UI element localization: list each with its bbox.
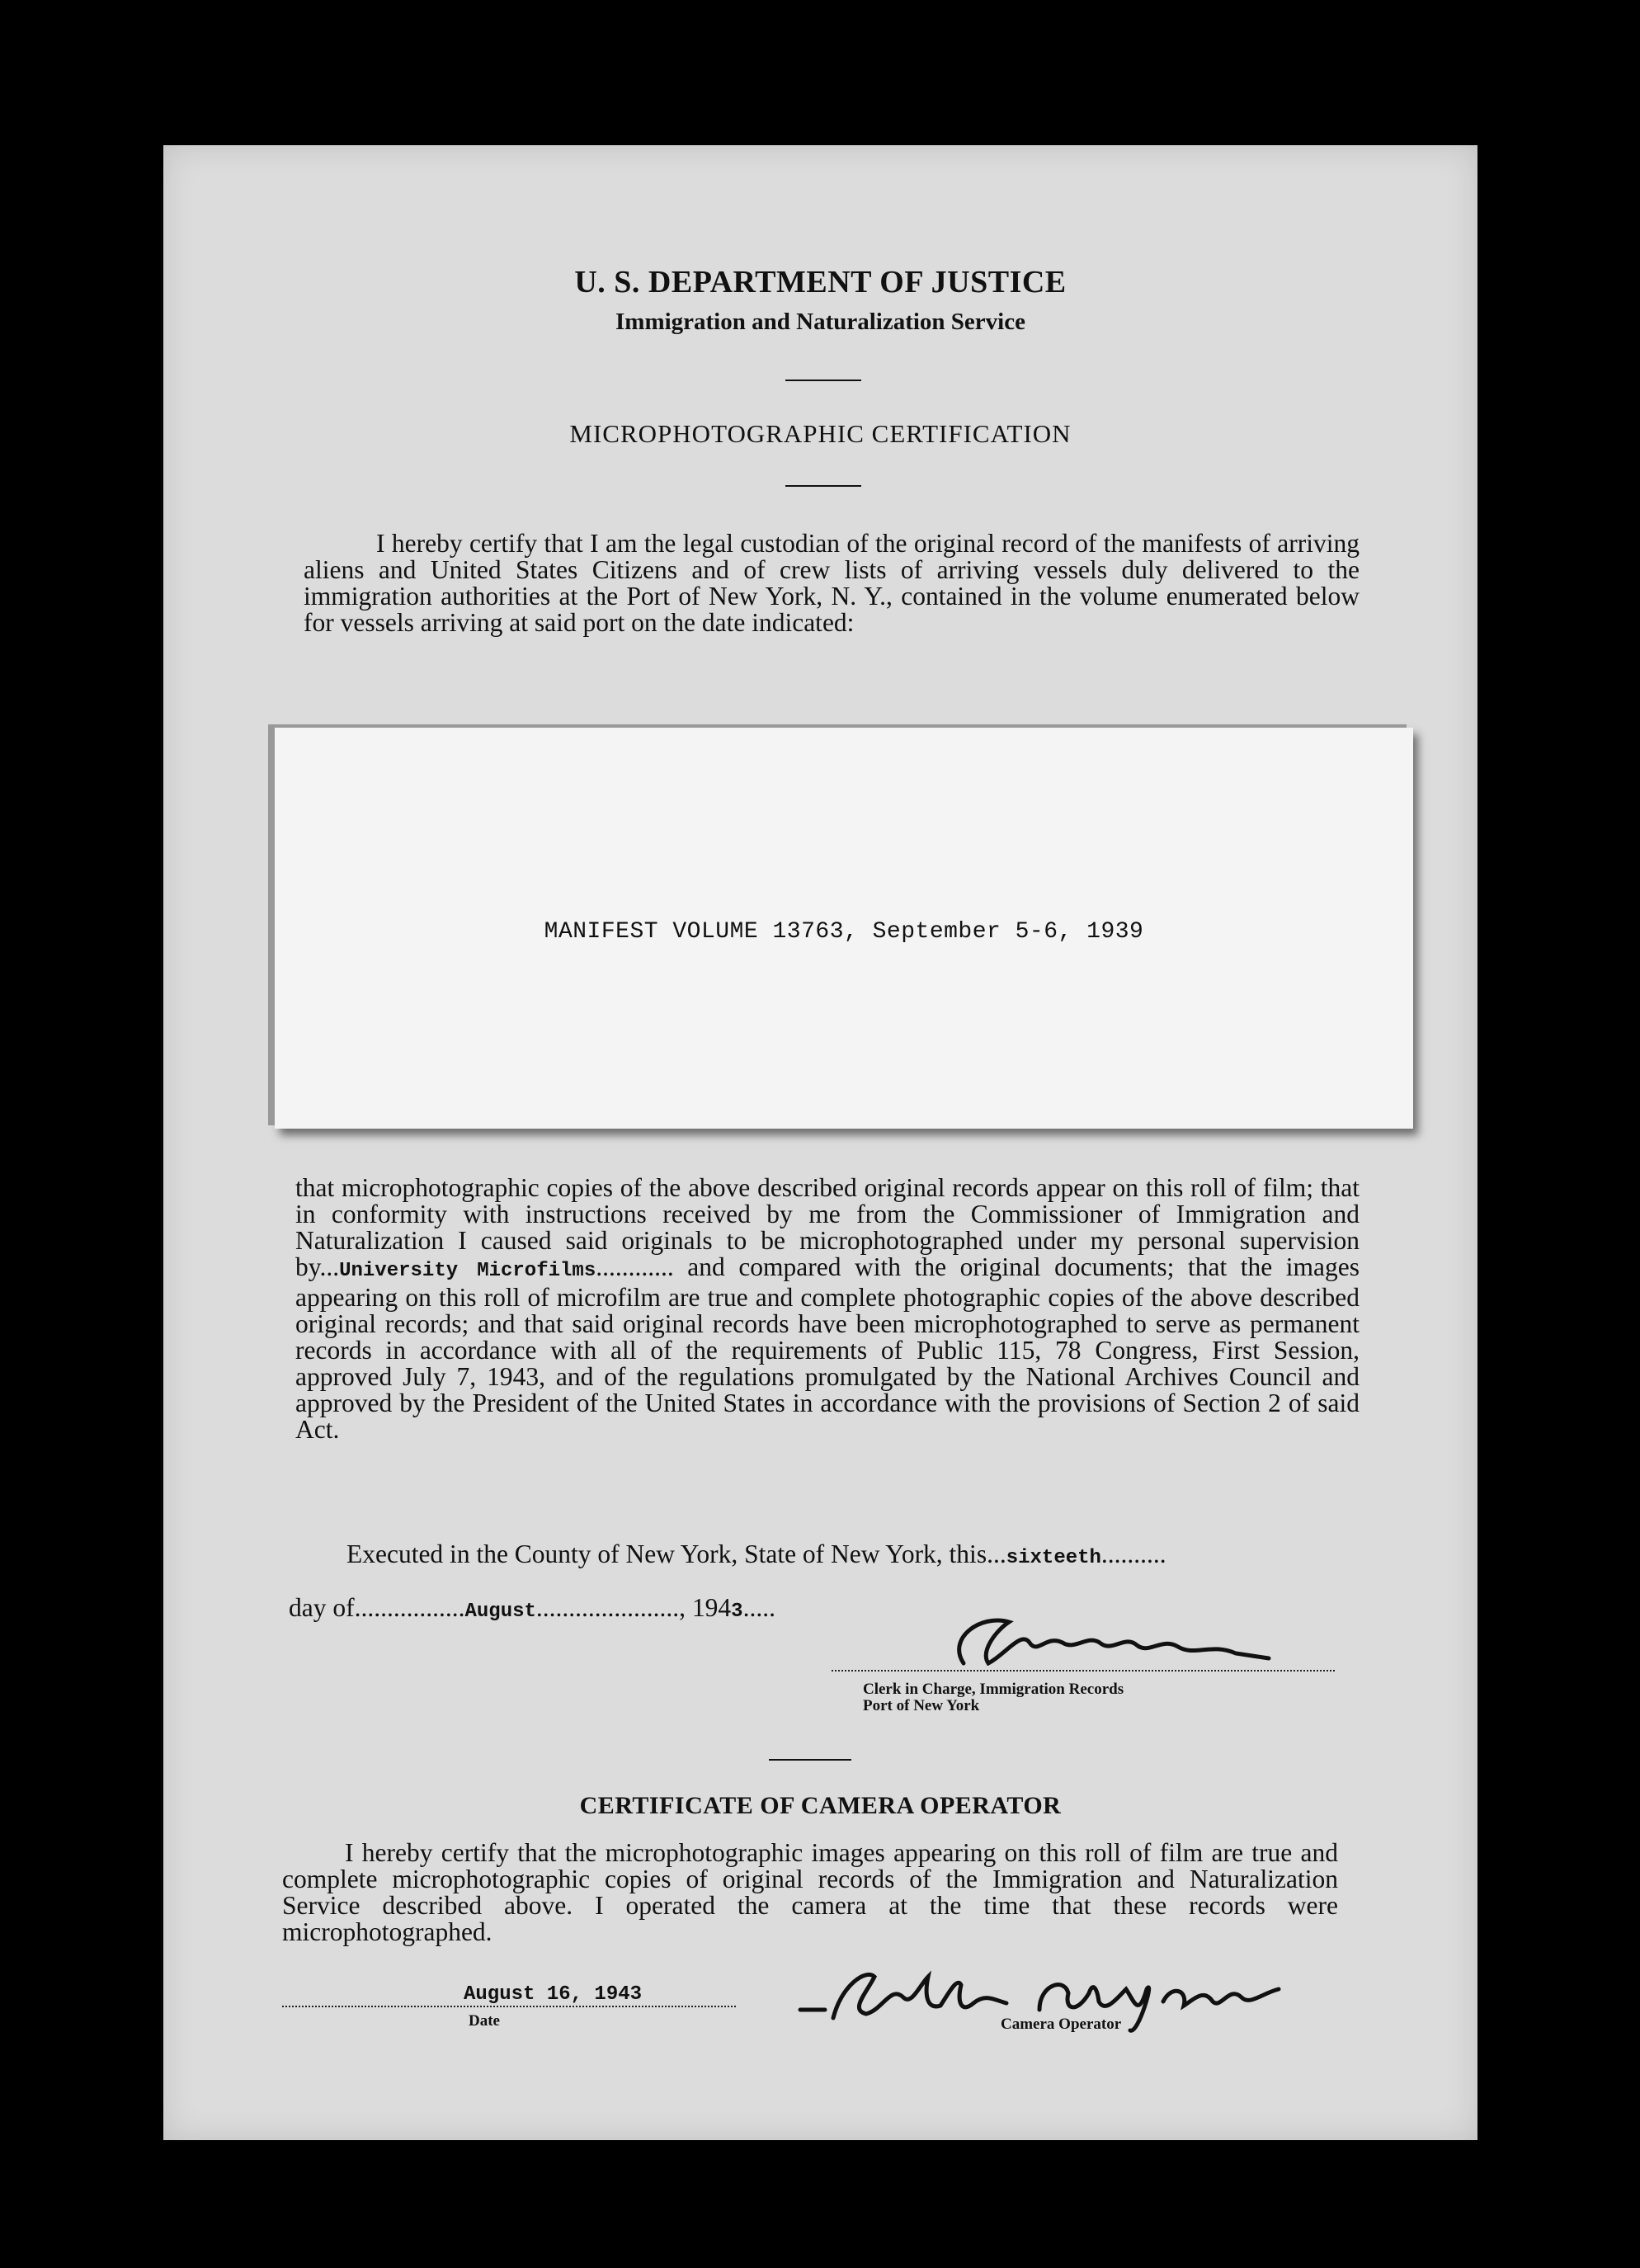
body-paragraph bbox=[295, 1175, 1360, 1443]
record-slip bbox=[275, 728, 1413, 1129]
camera-certificate-heading: CERTIFICATE OF CAMERA OPERATOR bbox=[579, 1792, 1062, 1819]
divider bbox=[785, 380, 861, 381]
clerk-title-line1: Clerk in Charge, Immigration Records bbox=[863, 1681, 1124, 1698]
year-digit: 3 bbox=[731, 1601, 743, 1623]
execution-day-suffix: .......... bbox=[1100, 1540, 1166, 1568]
intro-paragraph: I hereby certify that I am the legal custodian of the original record of the manifests of arriving aliens and United States Citizens and of crew lists of arriving vessels duly delivered to the immigration authorities at the Port of New York, N. Y., contained in the volume enumerated below for vessels arriving at said port on the date indicated: bbox=[304, 529, 1360, 637]
camera-date-value: August 16, 1943 bbox=[464, 1983, 643, 2006]
date-signature-line bbox=[282, 2006, 736, 2007]
manifest-volume-text: MANIFEST VOLUME 13763, September 5-6, 1939 bbox=[544, 919, 1144, 945]
certificate-page bbox=[163, 145, 1477, 2140]
camera-date-label: Date bbox=[469, 2012, 500, 2030]
execution-month: August bbox=[464, 1601, 536, 1623]
execution-prefix: Executed in the County of New York, State of New York, this... bbox=[346, 1540, 1006, 1568]
department-heading: U. S. DEPARTMENT OF JUSTICE bbox=[574, 265, 1067, 299]
clerk-title-line2: Port of New York bbox=[863, 1697, 980, 1714]
month-suffix: ......................, 194 bbox=[535, 1593, 732, 1622]
year-suffix: ..... bbox=[742, 1593, 775, 1622]
camera-certificate-paragraph: I hereby certify that the microphotographic images appearing on this roll of film are true and complete microphotographic copies of original records of the Immigration and Naturalization Service described above. I operated the camera at the time that these records were microphotographed. bbox=[282, 1838, 1338, 1946]
service-subheading: Immigration and Naturalization Service bbox=[615, 309, 1025, 335]
clerk-signature bbox=[931, 1606, 1277, 1680]
certification-title: MICROPHOTOGRAPHIC CERTIFICATION bbox=[569, 419, 1072, 448]
body-text-part2: ............ and compared with the original documents; that the images appearing on this roll of microfilm are true and complete photographic copies of the above described original records; and that said original records have been microphotographed to serve as permanent records in accordance with all of the requirements of Public 115, 78 Congress, First Session, approved July 7, 1943, and of the regulations promulgated by the National Archives Council and approved by the President of the United States in accordance with the provisions of Section 2 of said Act. bbox=[295, 1252, 1360, 1444]
clerk-signature-line bbox=[832, 1670, 1335, 1672]
body-text-part1: that microphotographic copies of the above described original records appear on this roll of film; that in conformity with instructions received by me from the Commissioner of Immigration and Naturalization I caused said originals to be microphotographed under my personal supervision by... bbox=[295, 1173, 1360, 1281]
camera-operator-label: Camera Operator bbox=[1001, 2016, 1122, 2033]
divider bbox=[785, 485, 861, 487]
execution-day: sixteeth bbox=[1006, 1547, 1101, 1569]
date-line bbox=[289, 1593, 775, 1623]
supervisor-name: University Microfilms bbox=[339, 1260, 596, 1282]
day-of-label: day of................. bbox=[289, 1593, 465, 1622]
execution-line bbox=[346, 1540, 1166, 1569]
clerk-title bbox=[863, 1681, 1124, 1714]
divider bbox=[769, 1759, 851, 1761]
